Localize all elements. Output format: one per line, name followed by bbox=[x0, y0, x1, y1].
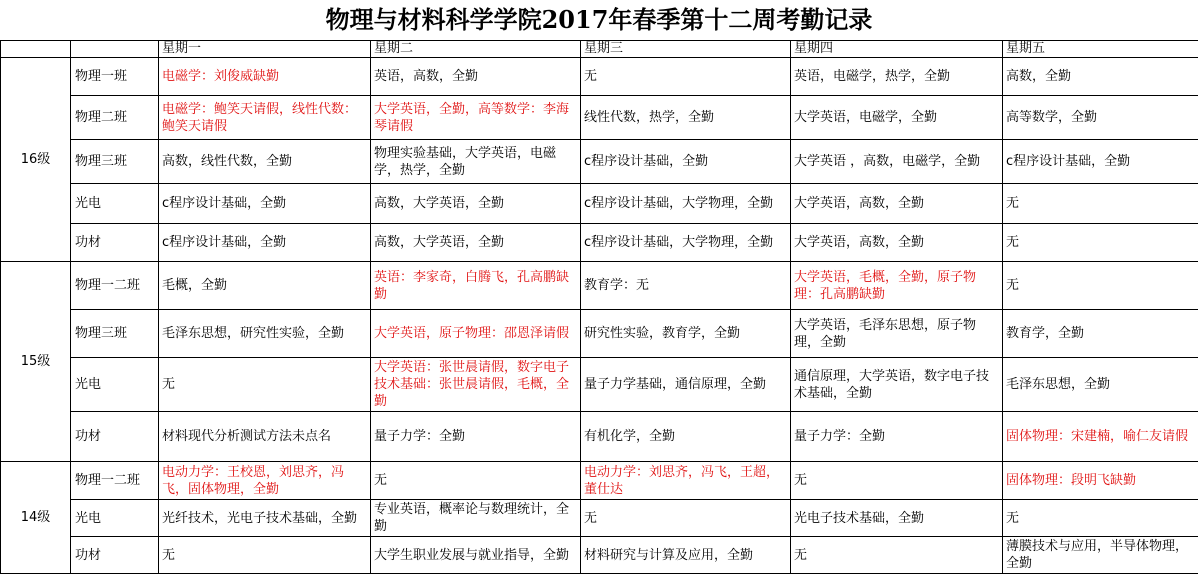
attendance-cell: 无 bbox=[791, 537, 1003, 574]
attendance-cell: 大学英语，毛泽东思想，原子物理，全勤 bbox=[791, 310, 1003, 358]
attendance-cell: 材料现代分析测试方法未点名 bbox=[159, 412, 371, 462]
table-row bbox=[1, 224, 1198, 262]
class-label: 光电 bbox=[71, 358, 159, 412]
table-row bbox=[1, 58, 1198, 96]
attendance-cell: 研究性实验，教育学，全勤 bbox=[581, 310, 791, 358]
attendance-cell: 专业英语，概率论与数理统计，全勤 bbox=[371, 500, 581, 537]
attendance-cell: 量子力学基础，通信原理，全勤 bbox=[581, 358, 791, 412]
attendance-cell: 毛泽东思想，研究性实验，全勤 bbox=[159, 310, 371, 358]
attendance-cell: 教育学：无 bbox=[581, 262, 791, 310]
attendance-cell: 无 bbox=[1003, 184, 1198, 224]
attendance-cell: 大学英语：张世晨请假，数字电子技术基础：张世晨请假，毛概，全勤 bbox=[371, 358, 581, 412]
header-day: 星期二 bbox=[371, 41, 581, 58]
grade-label: 16级 bbox=[1, 58, 71, 262]
attendance-cell: 有机化学，全勤 bbox=[581, 412, 791, 462]
table-row bbox=[1, 184, 1198, 224]
attendance-cell: 高数，线性代数，全勤 bbox=[159, 140, 371, 184]
attendance-cell: 大学英语，高数，全勤 bbox=[791, 184, 1003, 224]
attendance-cell: c程序设计基础，全勤 bbox=[581, 140, 791, 184]
attendance-cell: 无 bbox=[791, 462, 1003, 500]
page-title: 物理与材料科学学院2017年春季第十二周考勤记录 bbox=[325, 5, 873, 34]
class-label: 功材 bbox=[71, 224, 159, 262]
class-label: 光电 bbox=[71, 184, 159, 224]
header-day: 星期四 bbox=[791, 41, 1003, 58]
attendance-cell: 大学英语，原子物理：邵恩泽请假 bbox=[371, 310, 581, 358]
attendance-cell: 大学英语 ，高数，电磁学，全勤 bbox=[791, 140, 1003, 184]
table-row bbox=[1, 262, 1198, 310]
table-row bbox=[1, 310, 1198, 358]
header-blank-grade bbox=[1, 41, 71, 58]
attendance-cell: 光纤技术，光电子技术基础，全勤 bbox=[159, 500, 371, 537]
attendance-cell: 无 bbox=[581, 58, 791, 96]
attendance-cell: 无 bbox=[1003, 500, 1198, 537]
grade-label: 15级 bbox=[1, 262, 71, 462]
class-label: 物理一二班 bbox=[71, 462, 159, 500]
table-row bbox=[1, 96, 1198, 140]
attendance-cell: 无 bbox=[1003, 224, 1198, 262]
attendance-cell: 光电子技术基础，全勤 bbox=[791, 500, 1003, 537]
attendance-cell: 薄膜技术与应用，半导体物理，全勤 bbox=[1003, 537, 1198, 574]
attendance-table bbox=[0, 40, 1198, 574]
class-label: 功材 bbox=[71, 412, 159, 462]
header-blank-class bbox=[71, 41, 159, 58]
attendance-cell: 线性代数，热学，全勤 bbox=[581, 96, 791, 140]
attendance-cell: 英语，电磁学，热学，全勤 bbox=[791, 58, 1003, 96]
attendance-cell: c程序设计基础，全勤 bbox=[159, 224, 371, 262]
attendance-cell: 物理实验基础，大学英语，电磁学，热学，全勤 bbox=[371, 140, 581, 184]
attendance-cell: 量子力学：全勤 bbox=[791, 412, 1003, 462]
attendance-cell: 大学英语，高数，全勤 bbox=[791, 224, 1003, 262]
attendance-cell: 无 bbox=[159, 358, 371, 412]
class-label: 物理三班 bbox=[71, 310, 159, 358]
attendance-cell: 大学英语，全勤，高等数学：李海琴请假 bbox=[371, 96, 581, 140]
attendance-cell: c程序设计基础，全勤 bbox=[1003, 140, 1198, 184]
attendance-cell: 无 bbox=[371, 462, 581, 500]
attendance-cell: c程序设计基础，大学物理，全勤 bbox=[581, 224, 791, 262]
attendance-cell: 教育学，全勤 bbox=[1003, 310, 1198, 358]
attendance-cell: 电动力学：王校恩，刘思齐，冯飞，固体物理，全勤 bbox=[159, 462, 371, 500]
attendance-cell: 大学生职业发展与就业指导，全勤 bbox=[371, 537, 581, 574]
attendance-cell: 大学英语，毛概，全勤，原子物理：孔高鹏缺勤 bbox=[791, 262, 1003, 310]
attendance-cell: 无 bbox=[159, 537, 371, 574]
attendance-cell: 量子力学：全勤 bbox=[371, 412, 581, 462]
grade-label: 14级 bbox=[1, 462, 71, 574]
attendance-cell: 通信原理，大学英语，数字电子技术基础，全勤 bbox=[791, 358, 1003, 412]
header-day: 星期三 bbox=[581, 41, 791, 58]
header-day: 星期五 bbox=[1003, 41, 1198, 58]
table-row bbox=[1, 412, 1198, 462]
attendance-cell: 电磁学：刘俊威缺勤 bbox=[159, 58, 371, 96]
attendance-cell: 电磁学：鲍笑天请假，线性代数：鲍笑天请假 bbox=[159, 96, 371, 140]
attendance-cell: 英语：李家奇，白腾飞，孔高鹏缺勤 bbox=[371, 262, 581, 310]
attendance-cell: 毛泽东思想，全勤 bbox=[1003, 358, 1198, 412]
table-row bbox=[1, 462, 1198, 500]
attendance-cell: 材料研究与计算及应用，全勤 bbox=[581, 537, 791, 574]
attendance-cell: 无 bbox=[1003, 262, 1198, 310]
attendance-cell: 大学英语，电磁学，全勤 bbox=[791, 96, 1003, 140]
attendance-cell: 无 bbox=[581, 500, 791, 537]
attendance-cell: 英语，高数，全勤 bbox=[371, 58, 581, 96]
header-day: 星期一 bbox=[159, 41, 371, 58]
attendance-cell: c程序设计基础，全勤 bbox=[159, 184, 371, 224]
attendance-cell: 高等数学，全勤 bbox=[1003, 96, 1198, 140]
attendance-cell: 电动力学：刘思齐，冯飞，王超，董仕达 bbox=[581, 462, 791, 500]
attendance-cell: 毛概，全勤 bbox=[159, 262, 371, 310]
class-label: 功材 bbox=[71, 537, 159, 574]
attendance-cell: 高数，全勤 bbox=[1003, 58, 1198, 96]
table-row bbox=[1, 358, 1198, 412]
header-row bbox=[1, 41, 1198, 58]
class-label: 物理三班 bbox=[71, 140, 159, 184]
attendance-cell: c程序设计基础，大学物理，全勤 bbox=[581, 184, 791, 224]
class-label: 物理一班 bbox=[71, 58, 159, 96]
table-row bbox=[1, 500, 1198, 537]
attendance-cell: 高数，大学英语，全勤 bbox=[371, 184, 581, 224]
attendance-cell: 固体物理：段明飞缺勤 bbox=[1003, 462, 1198, 500]
attendance-cell: 固体物理：宋建楠，喻仁友请假 bbox=[1003, 412, 1198, 462]
table-row bbox=[1, 537, 1198, 574]
attendance-cell: 高数，大学英语，全勤 bbox=[371, 224, 581, 262]
class-label: 物理二班 bbox=[71, 96, 159, 140]
table-row bbox=[1, 140, 1198, 184]
class-label: 光电 bbox=[71, 500, 159, 537]
class-label: 物理一二班 bbox=[71, 262, 159, 310]
